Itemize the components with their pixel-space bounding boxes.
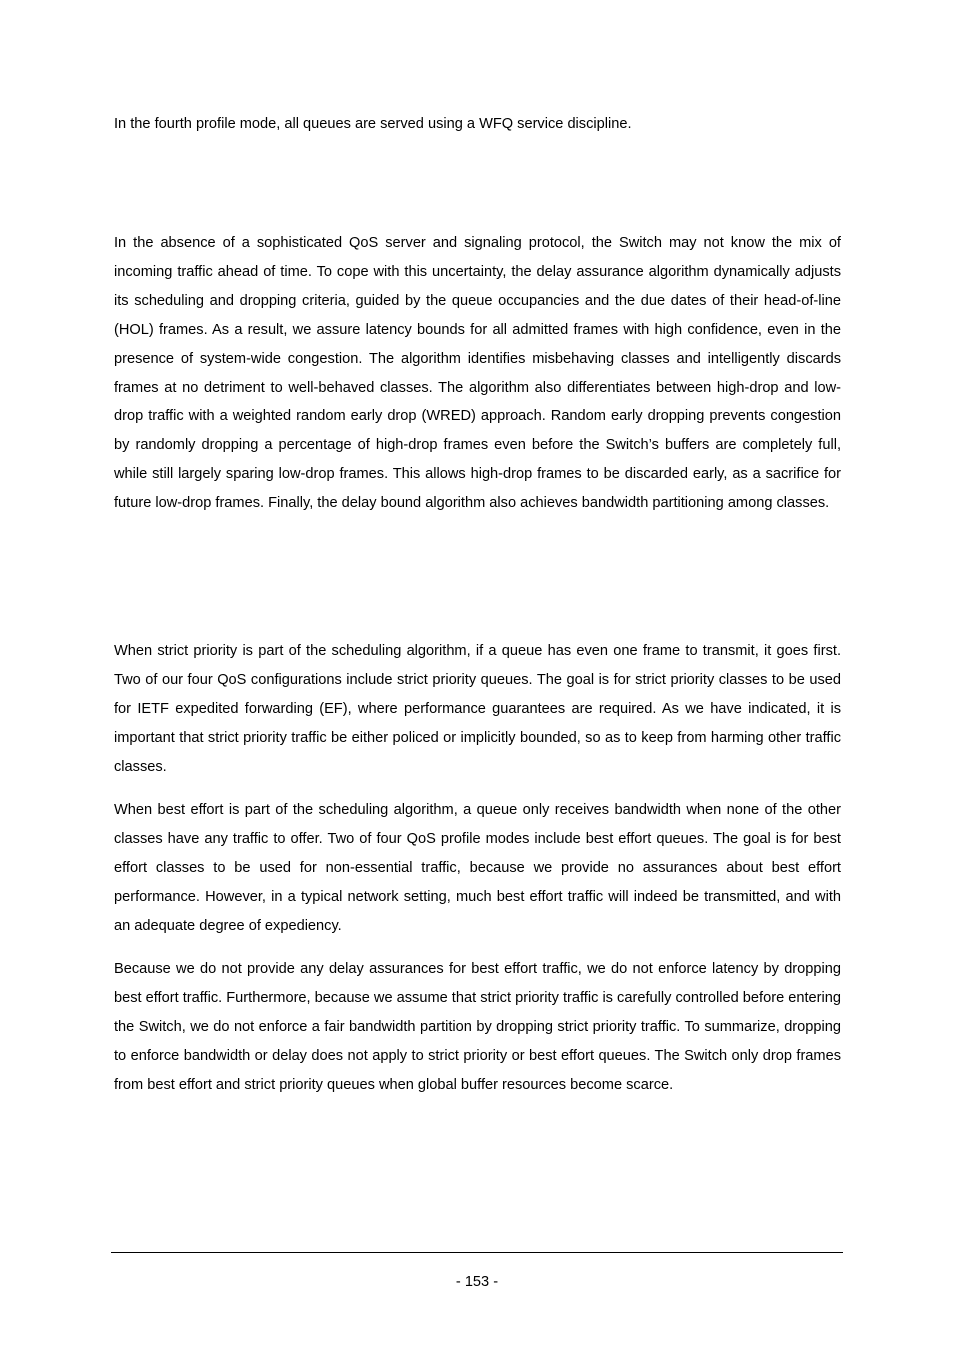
paragraph-delay-assurance: In the absence of a sophisticated QoS server and signaling protocol, the Switch may not know the mix of incoming traffic ahead of time. To cope with this uncertainty, the delay assurance algorithm dynamically adjusts its scheduling and dropping criteria, guided by the queue occupancies and the due dates of their head-of-line (HOL) frames. As a result, we assure latency bounds for all admitted frames with high confidence, even in the presence of system-wide congestion. The algorithm identifies misbehaving classes and intelligently discards frames at no detriment to well-behaved classes. The algorithm also differentiates between high-drop and low-drop traffic with a weighted random early drop (WRED) approach. Random early dropping prevents congestion by randomly dropping a percentage of high-drop frames even before the Switch’s buffers are completely full, while still largely sparing low-drop frames. This allows high-drop frames to be discarded early, as a sacrifice for future low-drop frames. Finally, the delay bound algorithm also achieves bandwidth partitioning among classes. — [114, 235, 841, 512]
footer-divider — [111, 1252, 843, 1253]
paragraph-wfq-profile-mode: In the fourth profile mode, all queues are served using a WFQ service discipline. — [114, 116, 632, 132]
page-number: - 153 - — [455, 1274, 499, 1290]
paragraph-dropping-policy: Because we do not provide any delay assurances for best effort traffic, we do not enforce latency by dropping best effort traffic. Furthermore, because we assume that strict priority traffic is carefully controlled before entering the Switch, we do not enforce a fair bandwidth partition by dropping strict priority traffic. To summarize, dropping to enforce bandwidth or delay does not apply to strict priority or best effort queues. The Switch only drop frames from best effort and strict priority queues when global buffer resources become scarce. — [114, 961, 841, 1093]
paragraph-best-effort: When best effort is part of the scheduling algorithm, a queue only receives bandwidth when none of the other classes have any traffic to offer. Two of four QoS profile modes include best effort queues. The goal is for best effort classes to be used for non-essential traffic, because we provide no assurances about best effort performance. However, in a typical network setting, much best effort traffic will indeed be transmitted, and with an adequate degree of expediency. — [114, 802, 841, 934]
paragraph-strict-priority: When strict priority is part of the scheduling algorithm, if a queue has even one frame to transmit, it goes first. Two of our four QoS configurations include strict priority queues. The goal is for strict priority classes to be used for IETF expedited forwarding (EF), where performance guarantees are required. As we have indicated, it is important that strict priority traffic be either policed or implicitly bounded, so as to keep from harming other traffic classes. — [114, 643, 841, 775]
